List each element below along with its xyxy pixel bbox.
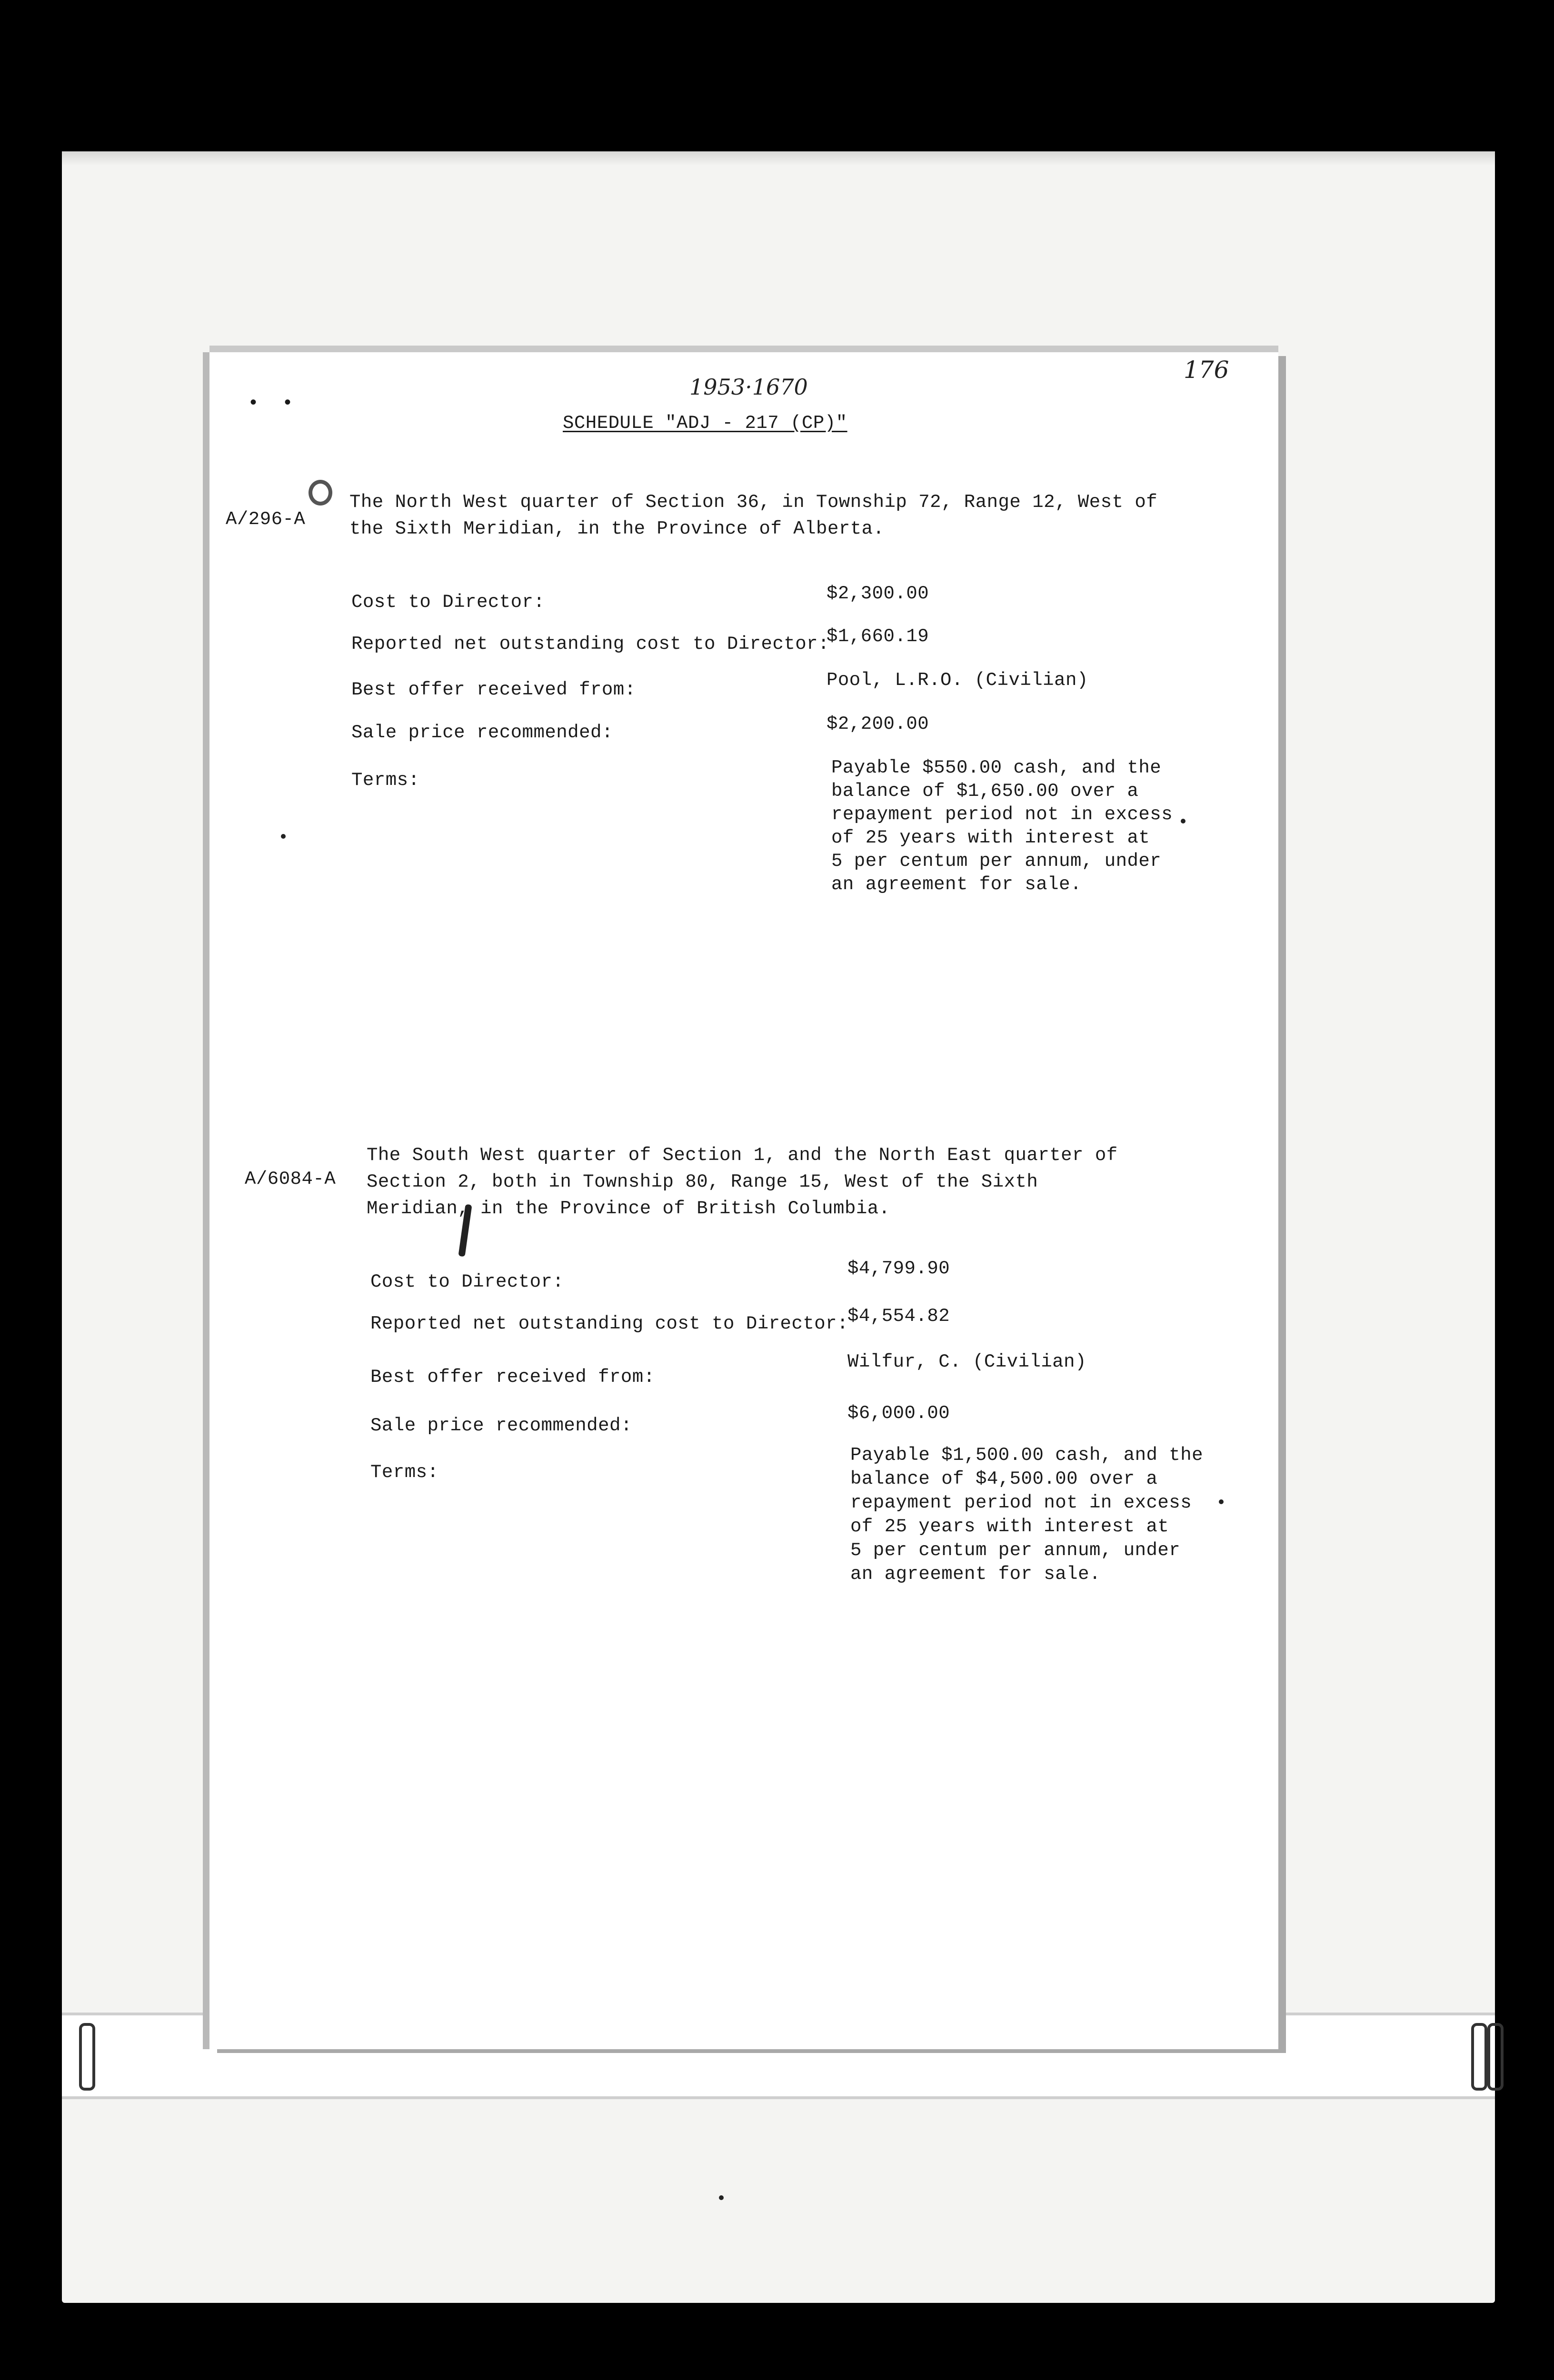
terms-line: Payable $550.00 cash, and the bbox=[831, 757, 1162, 778]
field-value: $2,300.00 bbox=[827, 583, 929, 604]
schedule-title: SCHEDULE "ADJ - 217 (CP)" bbox=[563, 413, 847, 434]
field-value: $1,660.19 bbox=[827, 626, 929, 647]
terms-line: 5 per centum per annum, under bbox=[831, 851, 1162, 872]
terms-line: repayment period not in excess bbox=[831, 804, 1173, 825]
field-value: $4,799.90 bbox=[847, 1258, 950, 1279]
field-label: Best offer received from: bbox=[370, 1367, 655, 1388]
terms-line: of 25 years with interest at bbox=[831, 827, 1150, 848]
terms-line: 5 per centum per annum, under bbox=[850, 1540, 1181, 1561]
binder-clip-right-icon-2 bbox=[1487, 2023, 1504, 2091]
description-line: The North West quarter of Section 36, in Township 72, Range 12, West of bbox=[349, 492, 1158, 513]
field-label: Sale price recommended: bbox=[370, 1415, 632, 1436]
speck bbox=[281, 834, 286, 839]
binder-clip-left-icon bbox=[79, 2023, 95, 2091]
field-label: Reported net outstanding cost to Director: bbox=[351, 634, 829, 654]
terms-line: an agreement for sale. bbox=[850, 1564, 1101, 1585]
field-label: Sale price recommended: bbox=[351, 722, 613, 743]
field-label: Cost to Director: bbox=[370, 1271, 564, 1292]
punch-hole-icon bbox=[309, 480, 332, 506]
field-label: Cost to Director: bbox=[351, 592, 545, 613]
field-value: Pool, L.R.O. (Civilian) bbox=[827, 670, 1088, 691]
speck bbox=[719, 2195, 724, 2200]
field-value: Wilfur, C. (Civilian) bbox=[847, 1351, 1086, 1372]
backing-edge bbox=[62, 151, 1495, 166]
terms-line: repayment period not in excess bbox=[850, 1492, 1192, 1513]
stray-dots: • • bbox=[248, 393, 294, 415]
field-label: Terms: bbox=[370, 1462, 439, 1483]
description-line: Meridian, in the Province of British Columbia. bbox=[367, 1198, 890, 1219]
terms-line: balance of $1,650.00 over a bbox=[831, 781, 1139, 802]
file-number: A/296-A bbox=[226, 509, 306, 530]
field-value: $4,554.82 bbox=[847, 1306, 950, 1327]
field-label: Reported net outstanding cost to Director: bbox=[370, 1313, 848, 1334]
description-line: The South West quarter of Section 1, and the North East quarter of bbox=[367, 1145, 1118, 1166]
handwritten-reference: 1953·1670 bbox=[689, 374, 808, 400]
terms-line: Payable $1,500.00 cash, and the bbox=[850, 1445, 1204, 1466]
field-label: Terms: bbox=[351, 770, 420, 791]
description-line: Section 2, both in Township 80, Range 15, West of the Sixth bbox=[367, 1171, 1038, 1192]
page-number: 176 bbox=[1184, 356, 1229, 384]
binder-clip-right-icon bbox=[1471, 2023, 1487, 2091]
speck bbox=[1181, 819, 1185, 823]
terms-line: of 25 years with interest at bbox=[850, 1516, 1169, 1537]
file-number: A/6084-A bbox=[245, 1169, 336, 1190]
speck bbox=[1219, 1499, 1224, 1504]
field-value: $6,000.00 bbox=[847, 1403, 950, 1424]
terms-line: balance of $4,500.00 over a bbox=[850, 1468, 1158, 1489]
field-value: $2,200.00 bbox=[827, 714, 929, 734]
terms-line: an agreement for sale. bbox=[831, 874, 1082, 895]
description-line: the Sixth Meridian, in the Province of Alberta. bbox=[349, 518, 885, 539]
field-label: Best offer received from: bbox=[351, 679, 636, 700]
